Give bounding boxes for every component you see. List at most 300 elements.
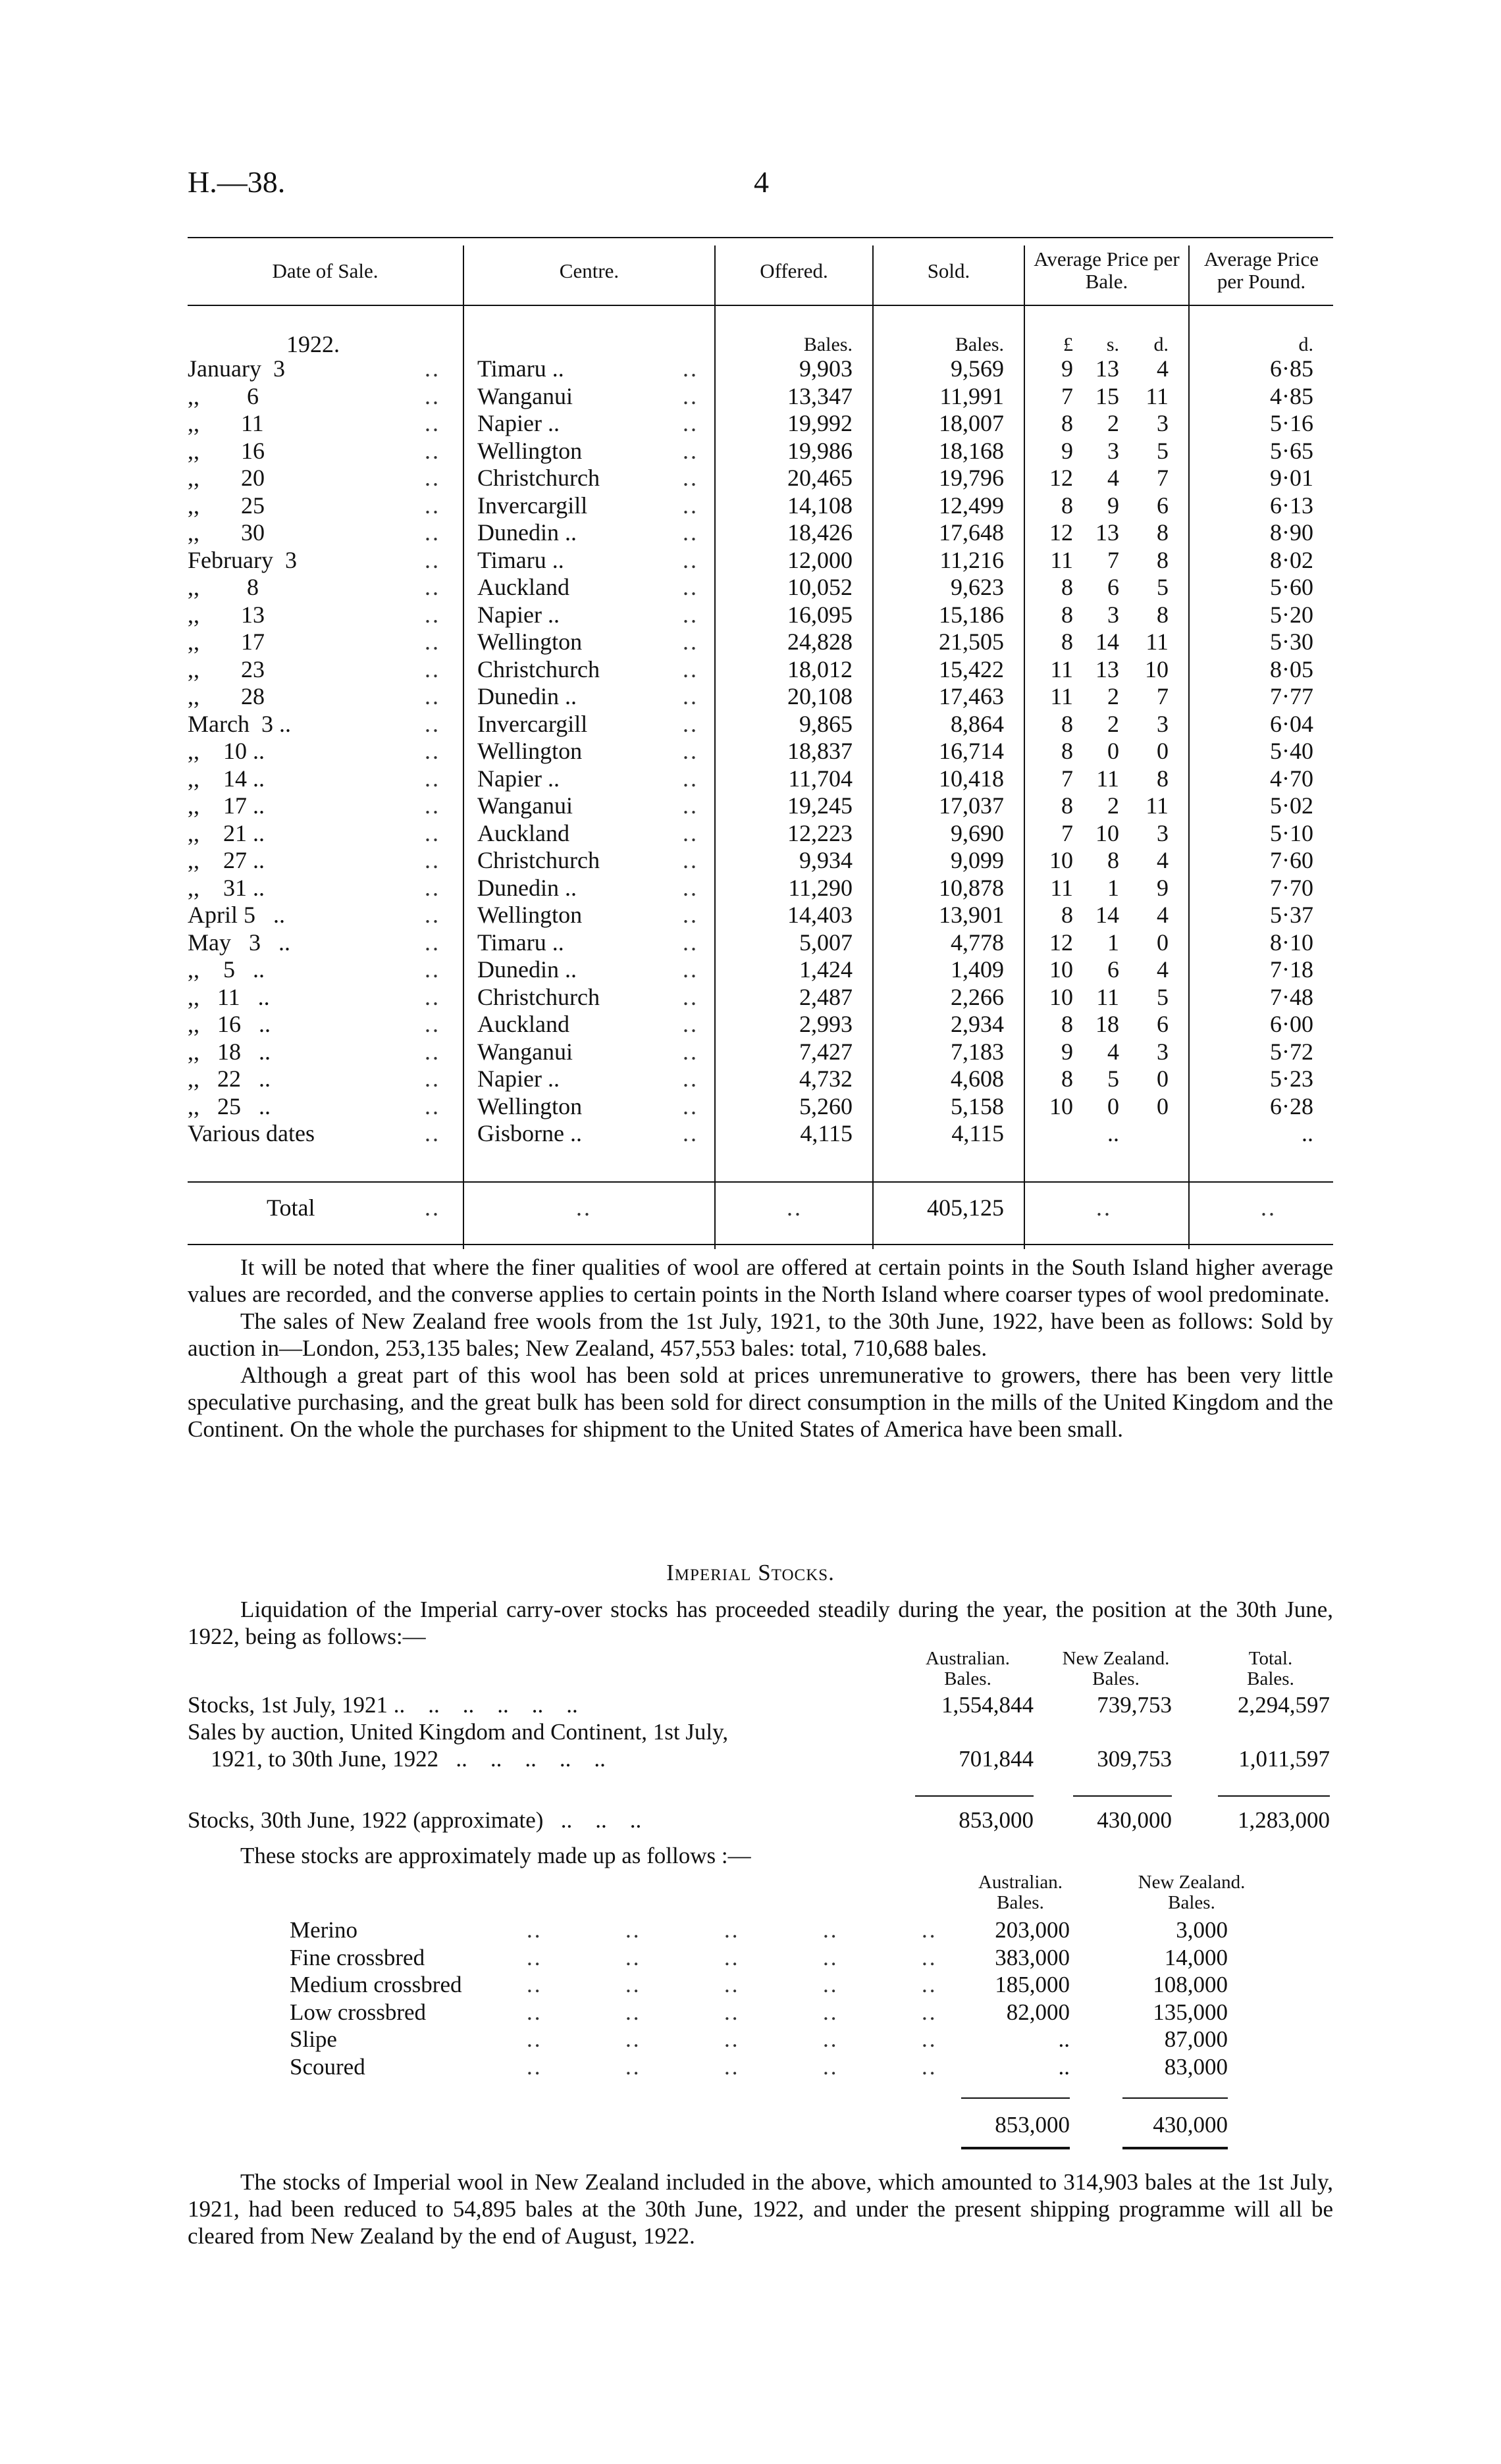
date-leader: .. (425, 519, 440, 546)
centre-leader: .. (683, 1038, 698, 1065)
total-label: Total (267, 1194, 315, 1221)
table-row (188, 602, 1333, 629)
price-pounds: 8 (1061, 738, 1073, 764)
sold-bales: 11,216 (939, 546, 1004, 573)
price-shillings: 5 (1107, 1065, 1119, 1092)
table-row (188, 820, 1333, 848)
price-pounds: 11 (1050, 874, 1073, 901)
price-per-pound: .. (1302, 1120, 1313, 1146)
price-pence: 4 (1157, 847, 1169, 873)
stocks-row-newzealand: 430,000 (1097, 1807, 1172, 1833)
centre: Christchurch (477, 847, 600, 873)
table-row (188, 929, 1333, 957)
price-pence: 4 (1157, 355, 1169, 382)
wool-australian-bales: 185,000 (995, 1972, 1070, 1997)
sale-date: March 3 .. (188, 710, 291, 737)
price-shillings: 13 (1095, 355, 1119, 382)
price-per-pound: 7·70 (1270, 874, 1313, 901)
date-leader: .. (425, 738, 440, 764)
document-reference: H.—38. (188, 165, 286, 199)
total-row (188, 1194, 1333, 1222)
date-leader: .. (425, 902, 440, 928)
wool-australian-bales: 82,000 (1006, 1999, 1070, 2025)
shillings-unit: s. (1106, 334, 1119, 355)
sale-date: Various dates (188, 1120, 315, 1146)
leader-dots: .. (625, 1917, 641, 1943)
table-row (188, 1120, 1333, 1148)
sale-date: ,, 11 .. (188, 983, 270, 1010)
price-shillings: 8 (1107, 847, 1119, 873)
price-pence: 0 (1157, 929, 1169, 956)
centre: Invercargill (477, 710, 588, 737)
table-row (188, 956, 1333, 984)
wool-australian-bales: .. (1058, 2053, 1070, 2080)
centre-leader: .. (683, 738, 698, 764)
pence-unit: d. (1153, 334, 1169, 355)
offered-bales: 11,290 (788, 874, 853, 901)
centre-leader: .. (683, 819, 698, 846)
price-pence: 11 (1146, 792, 1169, 819)
price-per-pound: 5·20 (1270, 601, 1313, 628)
offered-bales: 9,903 (799, 355, 853, 382)
price-pence: 6 (1157, 1011, 1169, 1037)
sold-bales: 12,499 (939, 492, 1004, 519)
date-leader: .. (425, 874, 440, 901)
price-pounds: 9 (1061, 355, 1073, 382)
leader-dots: .. (527, 1917, 542, 1943)
date-leader: .. (425, 1120, 440, 1146)
sale-date: ,, 30 (188, 519, 265, 546)
sold-bales: 4,608 (951, 1065, 1004, 1092)
stocks-row-label: 1921, to 30th June, 1922 .. .. .. .. .. (188, 1746, 606, 1772)
table-header-rule (188, 305, 1333, 306)
sold-bales: 17,037 (939, 792, 1004, 819)
offered-bales: 10,052 (787, 574, 853, 600)
leader-dots: .. (527, 2026, 542, 2052)
centre: Invercargill (477, 492, 588, 519)
centre: Wellington (477, 629, 583, 655)
price-shillings: 0 (1107, 738, 1119, 764)
sold-bales: 1,409 (951, 956, 1004, 983)
table-row (188, 410, 1333, 438)
centre-leader: .. (683, 710, 698, 737)
total-price: .. (1096, 1194, 1112, 1221)
sold-bales: 21,505 (939, 629, 1004, 655)
wool-type: Scoured (290, 2053, 365, 2080)
price-shillings: 1 (1107, 874, 1119, 901)
price-per-pound: 5·30 (1270, 629, 1313, 655)
sold-bales: 18,168 (939, 437, 1004, 464)
table-row (188, 574, 1333, 602)
wool-type: Merino (290, 1917, 358, 1943)
centre: Auckland (477, 819, 569, 846)
price-shillings: 13 (1095, 655, 1119, 682)
leader-dots: .. (823, 1972, 839, 1997)
price-per-pound: 5·40 (1270, 738, 1313, 764)
sold-bales: 4,115 (951, 1120, 1004, 1146)
date-leader: .. (425, 710, 440, 737)
price-per-pound: 6·04 (1270, 710, 1313, 737)
centre-leader: .. (683, 355, 698, 382)
units-row (188, 331, 1333, 359)
offered-bales: 9,865 (799, 710, 853, 737)
sold-bales: 13,901 (939, 902, 1004, 928)
sale-date: ,, 17 (188, 629, 265, 655)
offered-bales: 5,007 (799, 929, 853, 956)
sale-date: ,, 21 .. (188, 819, 265, 846)
sold-bales: 9,099 (951, 847, 1004, 873)
price-pounds: 10 (1049, 956, 1073, 983)
centre-leader: .. (683, 929, 698, 956)
price-pence: 5 (1157, 983, 1169, 1010)
imperial-intro-text: Liquidation of the Imperial carry-over stocks has proceeded steadily during the year, the position at the 30th June, 1922, being as follows:— (188, 1597, 1333, 1649)
stocks-row-newzealand: 739,753 (1097, 1692, 1172, 1718)
sale-date: ,, 31 .. (188, 874, 265, 901)
sold-bales: 15,186 (939, 601, 1004, 628)
offered-bales: 9,934 (799, 847, 853, 873)
sale-date: January 3 (188, 355, 285, 382)
offered-bales: 4,115 (800, 1120, 853, 1146)
sold-bales: 2,266 (951, 983, 1004, 1010)
centre-leader: .. (683, 1120, 698, 1146)
stocks-col-newzealand-label: New Zealand. (1062, 1648, 1170, 1669)
offered-bales: 14,108 (787, 492, 853, 519)
offered-bales: 4,732 (799, 1065, 853, 1092)
price-pounds: 12 (1049, 519, 1073, 546)
offered-bales: 1,424 (799, 956, 853, 983)
price-shillings: 14 (1095, 902, 1119, 928)
imperial-stocks-heading: Imperial Stocks. (666, 1560, 835, 1585)
madeup-sum-rule-nz (1122, 2097, 1228, 2099)
offered-bales: 2,487 (799, 983, 853, 1010)
sale-date: ,, 5 .. (188, 956, 265, 983)
table-row (188, 765, 1333, 793)
centre-leader: .. (683, 874, 698, 901)
date-leader: .. (425, 355, 440, 382)
table-row (188, 738, 1333, 765)
price-shillings: 2 (1107, 710, 1119, 737)
price-pence: 8 (1157, 601, 1169, 628)
price-pounds: 8 (1061, 1011, 1073, 1037)
centre-leader: .. (683, 983, 698, 1010)
leader-dots: .. (625, 1999, 641, 2025)
sale-date: ,, 28 (188, 683, 265, 709)
centre-leader: .. (683, 655, 698, 682)
centre-leader: .. (683, 1011, 698, 1037)
centre: Timaru .. (477, 355, 564, 382)
centre-leader: .. (683, 465, 698, 491)
stocks-sum-rule-total (1218, 1795, 1330, 1797)
offered-bales: 16,095 (787, 601, 853, 628)
stocks-row-australian: 701,844 (959, 1746, 1034, 1772)
date-leader: .. (425, 929, 440, 956)
wool-australian-bales: .. (1058, 2026, 1070, 2052)
price-shillings: 10 (1095, 819, 1119, 846)
price-shillings: 3 (1107, 437, 1119, 464)
imperial-intro (188, 1596, 1333, 1650)
leader-dots: .. (724, 2026, 740, 2052)
col-header-price-per-pound: Average Price per Pound. (1203, 247, 1319, 293)
sale-date: April 5 .. (188, 902, 285, 928)
price-per-pound: 8·02 (1270, 546, 1313, 573)
price-shillings: 2 (1107, 683, 1119, 709)
offered-bales: 12,000 (787, 546, 853, 573)
price-pence: 0 (1157, 738, 1169, 764)
stocks-col-australian-unit: Bales. (944, 1668, 991, 1689)
per-pound-unit: d. (1298, 334, 1313, 355)
leader-dots: .. (922, 2053, 937, 2080)
table-row (188, 711, 1333, 738)
date-leader: .. (425, 1092, 440, 1119)
sold-unit: Bales. (955, 334, 1004, 355)
price-pounds: 8 (1061, 601, 1073, 628)
col-header-sold: Sold. (927, 259, 970, 282)
wool-type: Slipe (290, 2026, 337, 2052)
date-leader: .. (425, 382, 440, 409)
col-header-offered: Offered. (760, 259, 828, 282)
leader-dots: .. (527, 1999, 542, 2025)
wool-newzealand-bales: 3,000 (1176, 1917, 1228, 1943)
date-leader: .. (425, 1038, 440, 1065)
madeup-col-newzealand (1119, 1872, 1264, 1913)
price-pounds: 10 (1049, 983, 1073, 1010)
offered-bales: 20,465 (787, 465, 853, 491)
wool-newzealand-bales: 135,000 (1153, 1999, 1228, 2025)
price-shillings: 14 (1095, 629, 1119, 655)
centre-leader: .. (683, 765, 698, 792)
centre: Wanganui (477, 792, 573, 819)
offered-bales: 18,426 (787, 519, 853, 546)
centre-leader: .. (683, 492, 698, 519)
leader-dots: .. (922, 1999, 937, 2025)
leader-dots: .. (922, 1944, 937, 1970)
sale-date: ,, 6 (188, 382, 259, 409)
wool-type: Low crossbred (290, 1999, 427, 2025)
price-per-pound: 5·23 (1270, 1065, 1313, 1092)
stocks-col-newzealand (1047, 1649, 1185, 1689)
price-shillings: 1 (1107, 929, 1119, 956)
paragraph-speculative-purchasing: Although a great part of this wool has been sold at prices unremunerative to growers, there has been very little speculative purchasing, and the great bulk has been sold for direct consumption in the mills of the United Kingdom and the Continent. On the whole the purchases for shipment to the United States of America have been small. (188, 1362, 1333, 1442)
centre-leader: .. (683, 792, 698, 819)
price-pence: 4 (1157, 956, 1169, 983)
sale-date: ,, 25 (188, 492, 265, 519)
price-pence: 9 (1157, 874, 1169, 901)
wool-australian-bales: 203,000 (995, 1917, 1070, 1943)
price-pence: 10 (1145, 655, 1169, 682)
offered-bales: 14,403 (787, 902, 853, 928)
centre: Wellington (477, 738, 583, 764)
year-label: 1922. (286, 331, 340, 357)
price-per-pound: 4·70 (1270, 765, 1313, 792)
centre-leader: .. (683, 847, 698, 873)
price-pence: 5 (1157, 437, 1169, 464)
price-pence: 11 (1146, 382, 1169, 409)
price-pence: 7 (1157, 465, 1169, 491)
price-pounds: 8 (1061, 492, 1073, 519)
price-per-pound: 7·60 (1270, 847, 1313, 873)
price-pence: 8 (1157, 765, 1169, 792)
price-shillings: 0 (1107, 1092, 1119, 1119)
madeup-col-australian-unit: Bales. (997, 1892, 1044, 1913)
madeup-total-nz: 430,000 (1153, 2112, 1228, 2138)
date-leader: .. (425, 683, 440, 709)
total-centre: .. (576, 1194, 592, 1221)
centre: Christchurch (477, 983, 600, 1010)
offered-bales: 13,347 (787, 382, 853, 409)
centre: Wanganui (477, 382, 573, 409)
price-shillings: 2 (1107, 792, 1119, 819)
price-shillings: 3 (1107, 601, 1119, 628)
leader-dots: .. (527, 1944, 542, 1970)
price-pounds: 10 (1049, 847, 1073, 873)
price-shillings: 11 (1096, 765, 1119, 792)
price-pence: 5 (1157, 574, 1169, 600)
centre-leader: .. (683, 683, 698, 709)
table-row (188, 438, 1333, 465)
wool-australian-bales: 383,000 (995, 1944, 1070, 1970)
price-pounds: 8 (1061, 574, 1073, 600)
centre-leader: .. (683, 956, 698, 983)
paragraph-finer-qualities: It will be noted that where the finer qualities of wool are offered at certain points in the South Island higher average values are recorded, and the converse applies to certain points in the North Island where coarser types of wool predominate. (188, 1254, 1333, 1307)
table-row (188, 1065, 1333, 1093)
paragraph-free-wool-sales: The sales of New Zealand free wools from the 1st July, 1921, to the 30th June, 1922, have been as follows: Sold by auction in—London, 253,135 bales; New Zealand, 457,553 bales: total, 710,688 bales. (188, 1308, 1333, 1361)
price-pence: 3 (1157, 819, 1169, 846)
sale-date: ,, 14 .. (188, 765, 265, 792)
made-up-intro: These stocks are approximately made up as follows :— (240, 1843, 751, 1868)
centre-leader: .. (683, 546, 698, 573)
table-row (188, 547, 1333, 575)
date-leader: .. (425, 792, 440, 819)
sold-bales: 9,569 (951, 355, 1004, 382)
wool-newzealand-bales: 14,000 (1164, 1944, 1228, 1970)
madeup-total-au: 853,000 (995, 2112, 1070, 2138)
offered-bales: 24,828 (787, 629, 853, 655)
leader-dots: .. (724, 1999, 740, 2025)
leader-dots: .. (527, 2053, 542, 2080)
total-sold: 405,125 (927, 1194, 1004, 1221)
offered-bales: 19,986 (787, 437, 853, 464)
wool-type: Medium crossbred (290, 1972, 462, 1997)
centre: Napier .. (477, 1065, 560, 1092)
closing-paragraph (188, 2169, 1333, 2249)
stocks-row-australian: 1,554,844 (941, 1692, 1034, 1718)
sale-date: ,, 23 (188, 655, 265, 682)
price-pence: 3 (1157, 1038, 1169, 1065)
stocks-col-australian (902, 1649, 1034, 1689)
sale-date: ,, 16 .. (188, 1011, 271, 1037)
wool-newzealand-bales: 108,000 (1153, 1972, 1228, 1997)
leader-dots: .. (625, 1944, 641, 1970)
price-per-pound: 6·85 (1270, 355, 1313, 382)
leader-dots: .. (724, 1944, 740, 1970)
stocks-col-newzealand-unit: Bales. (1092, 1668, 1140, 1689)
leader-dots: .. (823, 2026, 839, 2052)
total-rule (188, 1181, 1333, 1183)
sale-date: ,, 10 .. (188, 738, 265, 764)
centre: Timaru .. (477, 929, 564, 956)
centre: Christchurch (477, 465, 600, 491)
sale-date: February 3 (188, 546, 297, 573)
table-row (188, 683, 1333, 711)
price-pounds: 9 (1061, 437, 1073, 464)
madeup-col-australian-label: Australian. (978, 1872, 1063, 1893)
wool-newzealand-bales: 87,000 (1164, 2026, 1228, 2052)
stocks-sum-rule-au (915, 1795, 1034, 1797)
price-pounds: 7 (1061, 819, 1073, 846)
stocks-row-label: Stocks, 1st July, 1921 .. .. .. .. .. .. (188, 1692, 578, 1718)
price-pounds: 7 (1061, 765, 1073, 792)
table-row (188, 465, 1333, 492)
leader-dots: .. (724, 2053, 740, 2080)
price-shillings: 6 (1107, 956, 1119, 983)
table-row (188, 656, 1333, 684)
stocks-row-total: 2,294,597 (1238, 1692, 1330, 1718)
sale-date: ,, 17 .. (188, 792, 265, 819)
leader-dots: .. (527, 1972, 542, 1997)
sale-date: ,, 11 (188, 410, 264, 436)
page-number: 4 (754, 165, 769, 199)
date-leader: .. (425, 629, 440, 655)
table-top-rule (188, 237, 1333, 238)
centre: Dunedin .. (477, 956, 577, 983)
centre: Dunedin .. (477, 874, 577, 901)
price-pounds: 12 (1049, 465, 1073, 491)
price-pounds: 7 (1061, 382, 1073, 409)
madeup-sum-rule-au (961, 2097, 1070, 2099)
centre: Napier .. (477, 410, 560, 436)
date-leader: .. (425, 956, 440, 983)
total-offered: .. (787, 1194, 803, 1221)
leader-dots: .. (625, 2053, 641, 2080)
pounds-unit: £ (1063, 334, 1073, 355)
leader-dots: .. (724, 1972, 740, 1997)
madeup-col-newzealand-unit: Bales. (1168, 1892, 1215, 1913)
centre-leader: .. (683, 519, 698, 546)
price-per-pound: 5·10 (1270, 819, 1313, 846)
stocks-col-total-label: Total. (1248, 1648, 1293, 1669)
table-row (188, 629, 1333, 656)
leader-dots: .. (823, 1917, 839, 1943)
sold-bales: 17,648 (939, 519, 1004, 546)
table-row (188, 1039, 1333, 1066)
centre-leader: .. (683, 629, 698, 655)
sold-bales: 4,778 (951, 929, 1004, 956)
price-shillings: 11 (1096, 983, 1119, 1010)
sale-date: May 3 .. (188, 929, 290, 956)
stocks-sum-rule-nz (1073, 1795, 1172, 1797)
sale-date: ,, 25 .. (188, 1092, 271, 1119)
date-leader: .. (425, 1065, 440, 1092)
price-per-pound: 5·16 (1270, 410, 1313, 436)
stocks-row-label: Stocks, 30th June, 1922 (approximate) .. .. .. (188, 1807, 642, 1833)
sale-date: ,, 8 (188, 574, 259, 600)
price-per-pound: 7·48 (1270, 983, 1313, 1010)
date-leader: .. (425, 465, 440, 491)
offered-bales: 19,245 (787, 792, 853, 819)
price-shillings: 4 (1107, 1038, 1119, 1065)
centre: Wellington (477, 902, 583, 928)
leader-dots: .. (625, 1972, 641, 1997)
date-leader: .. (425, 546, 440, 573)
centre-leader: .. (683, 902, 698, 928)
price-pence: 6 (1157, 492, 1169, 519)
commentary (188, 1254, 1333, 1443)
col-header-centre: Centre. (559, 259, 619, 282)
stocks-col-total-unit: Bales. (1247, 1668, 1294, 1689)
sale-date: ,, 16 (188, 437, 265, 464)
table-row (188, 847, 1333, 875)
date-leader: .. (425, 574, 440, 600)
